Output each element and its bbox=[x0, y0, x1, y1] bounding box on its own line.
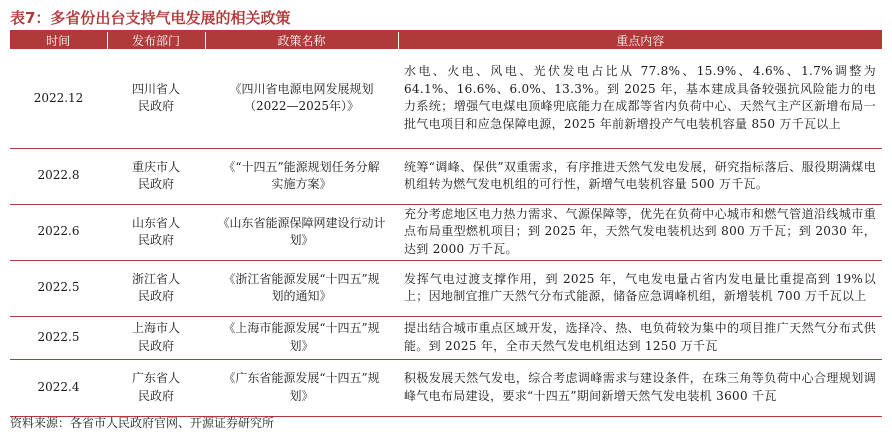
cell-policy: 《四川省电源电网发展规划（2022—2025年）》 bbox=[205, 49, 398, 148]
cell-department: 重庆市人民政府 bbox=[107, 148, 205, 204]
cell-department: 四川省人民政府 bbox=[107, 49, 205, 148]
header-focus: 重点内容 bbox=[398, 32, 882, 49]
cell-date: 2022.4 bbox=[10, 359, 107, 416]
source-note: 资料来源：各省市人民政府官网、开源证券研究所 bbox=[10, 416, 275, 430]
cell-department: 浙江省人民政府 bbox=[107, 260, 205, 316]
cell-focus: 水电、火电、风电、光伏发电占比从 77.8%、15.9%、4.6%、1.7%调整为 64.1%、16.6%、6.0%、13.3%。到 2025 年，基本建成具备较强抗风险能力的电力系统；增强气电煤电顶峰兜底能力在成都等省内负荷中心、天然气主产区新增布局一批气电项目和应急保障电源，2025 年前新增投产气电装机容量 850 万千瓦以上 bbox=[398, 49, 882, 148]
cell-date: 2022.12 bbox=[10, 49, 107, 148]
header-date: 时间 bbox=[10, 32, 107, 49]
cell-date: 2022.6 bbox=[10, 204, 107, 260]
table-header-row bbox=[10, 32, 882, 49]
cell-policy: 《山东省能源保障网建设行动计划》 bbox=[205, 204, 398, 260]
cell-department: 山东省人民政府 bbox=[107, 204, 205, 260]
table-title: 表7：多省份出台支持气电发展的相关政策 bbox=[10, 9, 291, 27]
cell-date: 2022.8 bbox=[10, 148, 107, 204]
cell-department: 广东省人民政府 bbox=[107, 359, 205, 416]
table-row bbox=[10, 49, 882, 148]
cell-policy: 《“十四五”能源规划任务分解实施方案》 bbox=[205, 148, 398, 204]
cell-focus: 充分考虑地区电力热力需求、气源保障等，优先在负荷中心城市和燃气管道沿线城市重点布局重型燃机项目；到 2025 年，天然气发电装机达到 800 万千瓦；到 2030 年，达到 2000 万千瓦。 bbox=[398, 204, 882, 260]
cell-date: 2022.5 bbox=[10, 316, 107, 359]
cell-policy: 《上海市能源发展“十四五”规划》 bbox=[205, 316, 398, 359]
table-row bbox=[10, 316, 882, 359]
cell-policy: 《广东省能源发展“十四五”规划》 bbox=[205, 359, 398, 416]
table-row bbox=[10, 148, 882, 204]
cell-focus: 统筹“调峰、保供”双重需求，有序推进天然气发电发展，研究指标落后、服役期满煤电机组转为燃气发电机组的可行性，新增气电装机容量 500 万千瓦。 bbox=[398, 148, 882, 204]
cell-focus: 积极发展天然气发电，综合考虑调峰需求与建设条件，在珠三角等负荷中心合理规划调峰气电布局建设，要求“十四五”期间新增天然气发电装机 3600 千瓦 bbox=[398, 359, 882, 416]
table-row bbox=[10, 359, 882, 416]
header-policy: 政策名称 bbox=[205, 32, 398, 49]
cell-date: 2022.5 bbox=[10, 260, 107, 316]
header-department: 发布部门 bbox=[107, 32, 205, 49]
policy-table bbox=[10, 32, 882, 417]
cell-focus: 发挥气电过渡支撑作用，到 2025 年，气电发电量占省内发电量比重提高到 19%以上；因地制宜推广天然气分布式能源，储备应急调峰机组，新增装机 700 万千瓦以上 bbox=[398, 260, 882, 316]
cell-department: 上海市人民政府 bbox=[107, 316, 205, 359]
table-row bbox=[10, 204, 882, 260]
cell-focus: 提出结合城市重点区域开发，选择冷、热、电负荷较为集中的项目推广天然气分布式供能。到 2025 年，全市天然气发电机组达到 1250 万千瓦 bbox=[398, 316, 882, 359]
cell-policy: 《浙江省能源发展“十四五”规划的通知》 bbox=[205, 260, 398, 316]
table-row bbox=[10, 260, 882, 316]
